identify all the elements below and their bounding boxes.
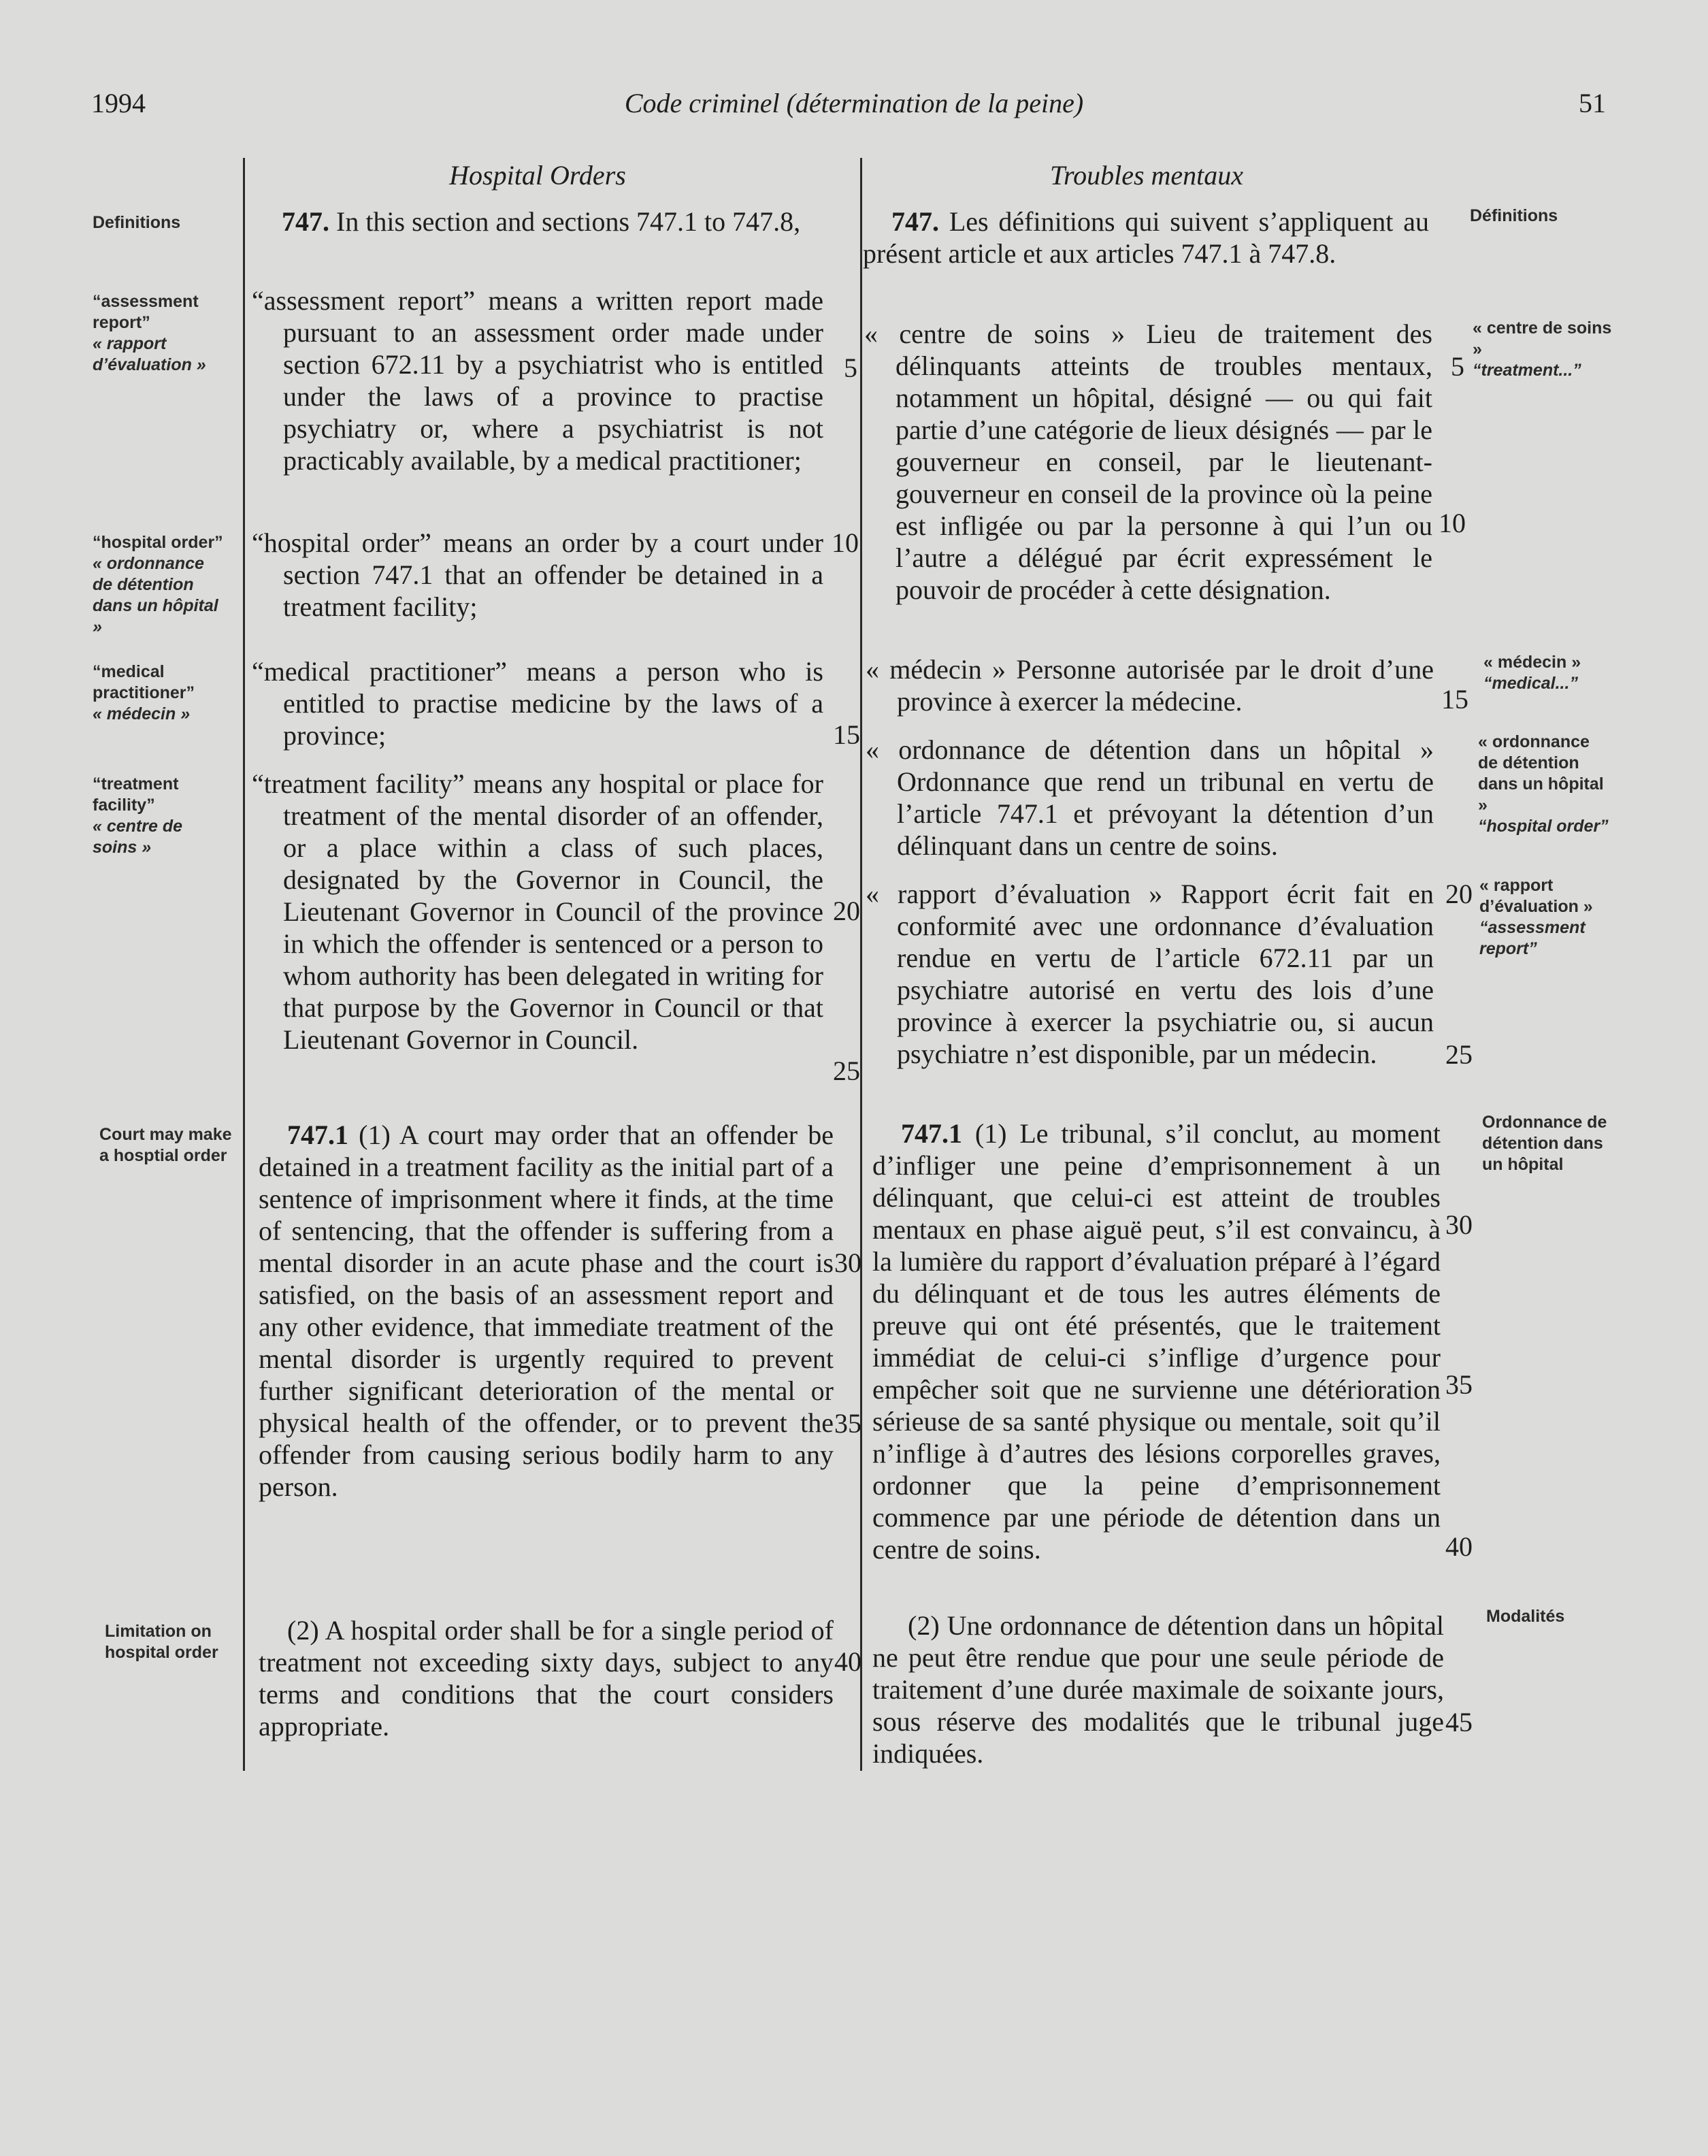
en-line-number: 40 [834, 1646, 861, 1677]
note-hospital-order: “hospital order” « ordonnance de détention dans un hôpital » [93, 533, 223, 636]
fr-line-number: 25 [1445, 1039, 1473, 1070]
fr-def-medecin: « médecin » Personne autorisée par le droit d’une province à exercer la médecine. [866, 654, 1434, 717]
en-line-number: 35 [834, 1408, 861, 1439]
fr-def-centre-de-soins: « centre de soins » Lieu de traitement des délinquants atteints de troubles mentaux, notamment un hôpital, désigné — ou qui fait partie d’une catégorie de lieux désignés — par le gouverneur en conseil, par le lieutenant-gouverneur en conseil de la province où la peine est infligée ou par la personne à qui l’un ou l’autre a délégué par écrit expressément le pouvoir de procéder à cette désignation. [864, 318, 1432, 605]
note-medical-practitioner: “medical practitioner” « médecin » [93, 662, 195, 723]
fr-section-747-1-2: (2) Une ordonnance de détention dans un hôpital ne peut être rendue que pour une seule période de traitement d’une durée maximale de soixante jours, sous réserve des modalités que le tribunal juge indiquées. [872, 1610, 1444, 1769]
english-heading: Hospital Orders [449, 160, 626, 191]
fr-line-number: 35 [1445, 1369, 1473, 1400]
fr-def-rapport: « rapport d’évaluation » Rapport écrit fait en conformité avec une ordonnance d’évaluation rendue en vertu de l’article 672.11 par un psychiatre autorisé en vertu des lois d’une province à exercer la psychiatrie ou, si aucun psychiatre n’est disponible, par un médecin. [866, 879, 1434, 1069]
en-def-medical-practitioner: “medical practitioner” means a person who is entitled to practise medicine by the laws of a province; [252, 656, 823, 751]
note-modalites: Modalités [1486, 1607, 1565, 1626]
note-rapport: « rapport d’évaluation » “assessment report” [1479, 876, 1593, 958]
en-line-number: 10 [832, 527, 859, 558]
fr-section-747: 747. Les définitions qui suivent s’appliquent au présent article et aux articles 747.1 à 747.8. [863, 206, 1429, 269]
note-ordonnance-detention: Ordonnance de détention dans un hôpital [1482, 1113, 1607, 1174]
fr-line-number: 5 [1451, 351, 1464, 382]
en-line-number: 5 [844, 353, 857, 383]
column-rule-left [243, 158, 245, 1771]
note-definitions: Definitions [93, 213, 181, 232]
en-def-hospital-order: “hospital order” means an order by a court under section 747.1 that an offender be detained in a treatment facility; [252, 527, 823, 622]
en-def-treatment-facility: “treatment facility” means any hospital or place for treatment of the mental disorder of an offender, or a place within a class of such places, designated by the Governor in Council, the Lieutenant Governor in Council of the province in which the offender is sentenced or a person to whom authority has been delegated in writing for that purpose by the Governor in Council or that Lieutenant Governor in Council. [252, 768, 823, 1055]
fr-line-number: 30 [1445, 1209, 1473, 1240]
french-heading: Troubles mentaux [1049, 160, 1244, 191]
en-line-number: 20 [833, 896, 860, 926]
note-definitions-fr: Définitions [1470, 206, 1558, 225]
fr-line-number: 45 [1445, 1707, 1473, 1737]
fr-def-ordonnance: « ordonnance de détention dans un hôpital » Ordonnance que rend un tribunal en vertu de l’article 747.1 et prévoyant la détention d’un délinquant dans un centre de soins. [866, 734, 1434, 861]
en-line-number: 30 [834, 1247, 861, 1278]
en-def-assessment-report: “assessment report” means a written report made pursuant to an assessment order made under section 672.11 by a psychiatrist who is entitled under the laws of a province to practise psychiatry or, where a psychiatrist is not practicably available, by a medical practitioner; [252, 285, 823, 476]
column-rule-right [860, 158, 862, 1771]
page-number: 51 [1579, 88, 1606, 118]
en-747-1-number: 747.1 [287, 1120, 348, 1150]
note-court-may: Court may make a hosptial order [99, 1125, 232, 1165]
fr-line-number: 15 [1441, 684, 1468, 715]
en-line-number: 15 [833, 719, 860, 750]
en-section-747-1-2: (2) A hospital order shall be for a single period of treatment not exceeding sixty days, subject to any terms and conditions that the court considers appropriate. [259, 1615, 834, 1742]
fr-line-number: 20 [1445, 879, 1473, 909]
note-centre-de-soins: « centre de soins » “treatment...” [1473, 318, 1612, 380]
note-medecin: « médecin » “medical...” [1483, 653, 1581, 693]
note-treatment-facility: “treatment facility” « centre de soins » [93, 774, 183, 857]
year: 1994 [91, 88, 146, 118]
fr-line-number: 40 [1445, 1531, 1473, 1562]
en-747-number: 747. [282, 206, 329, 237]
en-line-number: 25 [833, 1056, 860, 1086]
en-section-747: 747. In this section and sections 747.1 to 747.8, [282, 206, 801, 237]
note-assessment-report: “assessment report” « rapport d’évaluation » [93, 292, 206, 374]
en-section-747-1: 747.1 (1) A court may order that an offender be detained in a treatment facility as the initial part of a sentence of imprisonment where it finds, at the time of sentencing, that the offender is suffering from a mental disorder in an acute phase and the court is satisfied, on the basis of an assessment report and any other evidence, that immediate treatment of the mental disorder is urgently required to prevent further significant deterioration of the mental or physical health of the offender, or to prevent the offender from causing serious bodily harm to any person. [259, 1120, 834, 1502]
fr-747-number: 747. [891, 206, 939, 237]
fr-747-1-number: 747.1 [901, 1118, 962, 1149]
fr-line-number: 10 [1439, 508, 1466, 538]
running-title: Code criminel (détermination de la peine) [624, 88, 1084, 118]
note-limitation: Limitation on hospital order [105, 1622, 218, 1662]
fr-section-747-1: 747.1 (1) Le tribunal, s’il conclut, au moment d’infliger une peine d’emprisonnement à un délinquant, que celui-ci est atteint de troubles mentaux en phase aiguë peut, s’il est convaincu, à la lumière du rapport d’évaluation préparé à l’égard du délinquant et de tous les autres éléments de preuve qui ont été présentés, que le traitement immédiat de celui-ci s’inflige d’urgence pour empêcher soit que ne survienne une détérioration sérieuse de sa santé physique ou mentale, soit qu’il n’inflige à d’autres des lésions corporelles graves, ordonner que la peine d’emprisonnement commence par une période de détention dans un centre de soins. [872, 1118, 1441, 1565]
note-ordonnance: « ordonnance de détention dans un hôpital » “hospital order” [1478, 732, 1609, 836]
